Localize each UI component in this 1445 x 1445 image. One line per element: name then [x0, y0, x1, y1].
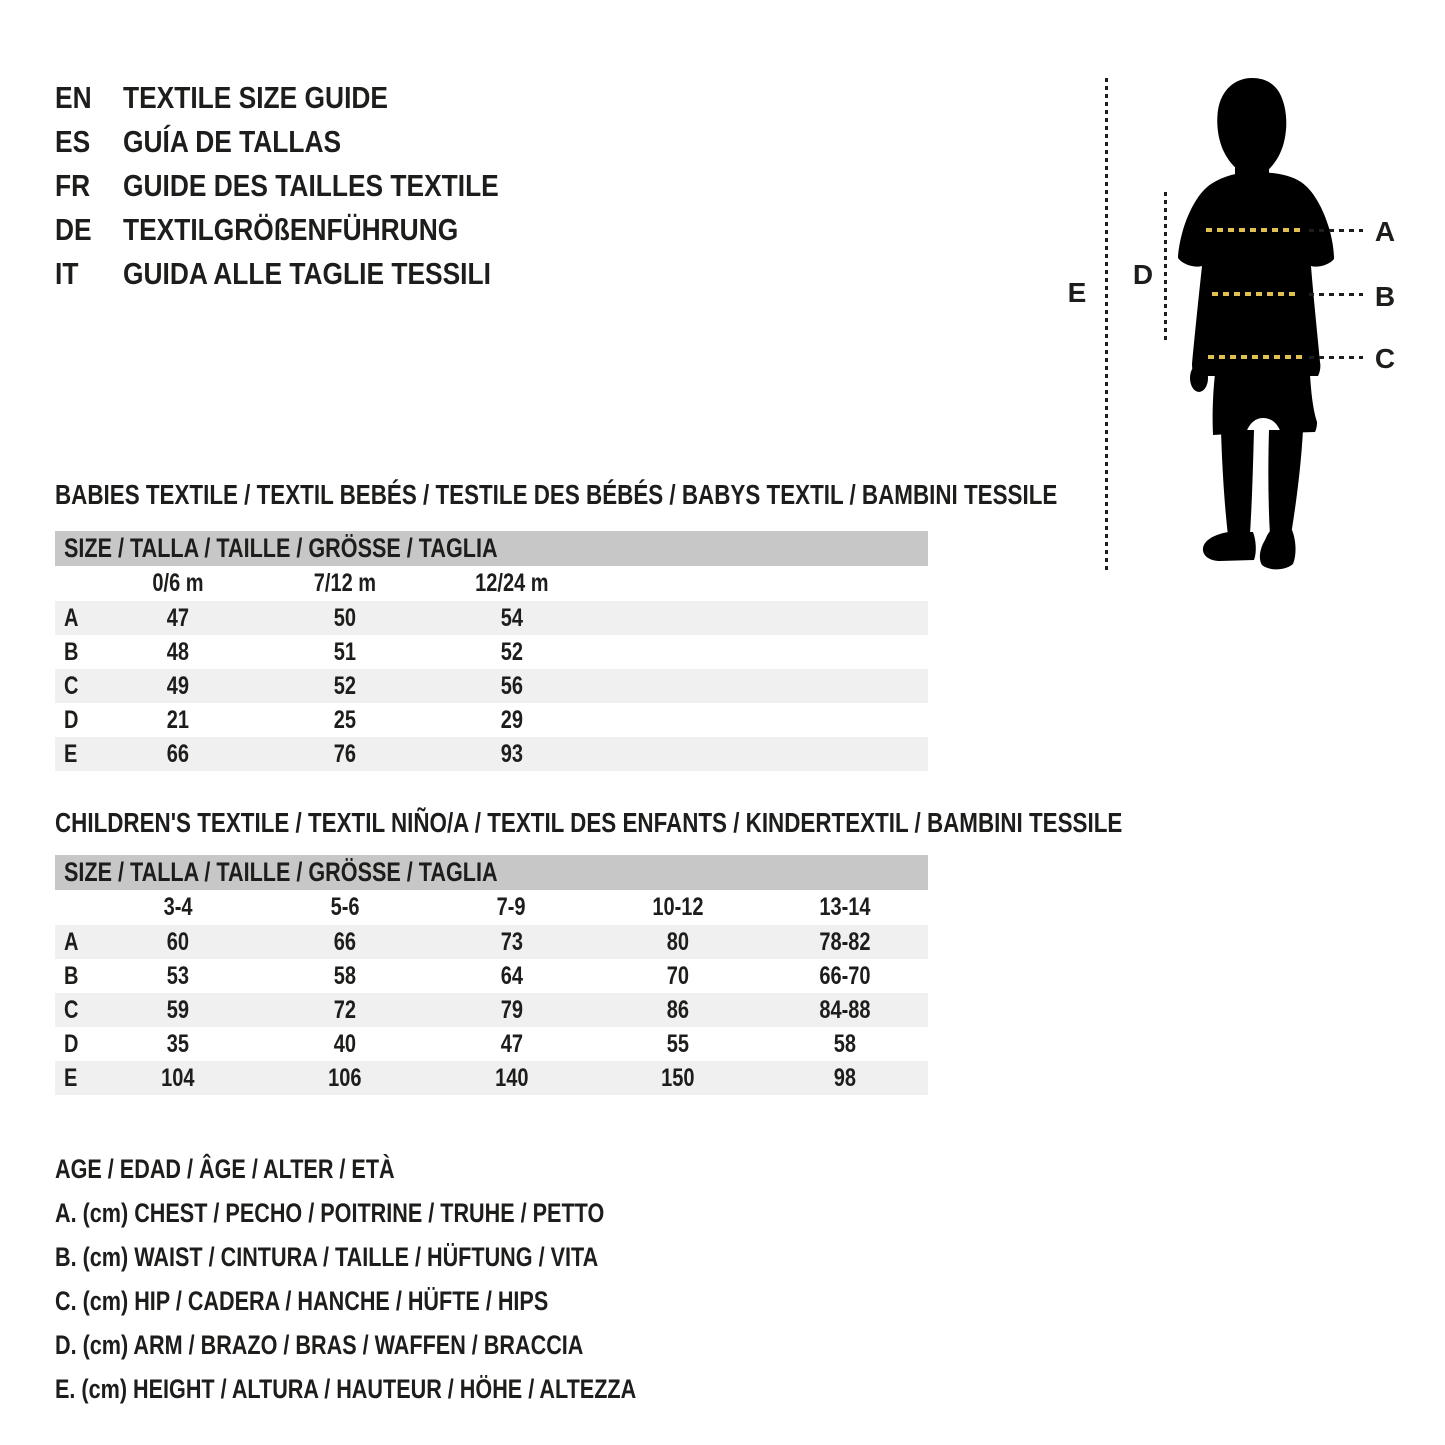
language-code: ES: [55, 124, 91, 159]
marker-label-c: C: [1374, 343, 1396, 374]
children-col-0: 3-4: [163, 893, 193, 921]
children-size-table: [55, 855, 928, 1095]
language-code: FR: [55, 168, 91, 203]
children-row-e: E 104 106 140 150 98: [55, 1061, 928, 1095]
children-section-title: CHILDREN'S TEXTILE / TEXTIL NIÑO/A / TEXTIL DES ENFANTS / KINDERTEXTIL / BAMBINI TESSILE: [55, 807, 1123, 838]
babies-row-e: E 66 76 93: [55, 737, 928, 771]
guide-title-fr: GUIDE DES TAILLES TEXTILE: [123, 168, 499, 203]
children-size-header-bar: SIZE / TALLA / TAILLE / GRÖSSE / TAGLIA: [55, 855, 928, 890]
children-row-d: D 35 40 47 55 58: [64, 1029, 856, 1058]
children-col-4: 13-14: [819, 893, 871, 921]
marker-label-e: E: [1067, 277, 1087, 308]
babies-row-c: C 49 52 56: [55, 669, 928, 703]
babies-col-2: 12/24 m: [474, 569, 549, 597]
language-row-it: [55, 252, 565, 296]
children-col-2: 7-9: [497, 893, 526, 921]
babies-column-header-row: [55, 566, 928, 601]
language-code: IT: [55, 256, 79, 291]
chest-measure-dashes-a: [1206, 228, 1305, 232]
language-code: EN: [55, 80, 92, 115]
language-row-es: [55, 120, 565, 164]
legend-age: AGE / EDAD / ÂGE / ALTER / ETÀ: [55, 1154, 395, 1184]
children-column-header-row: [55, 890, 928, 925]
babies-col-0: 0/6 m: [152, 569, 204, 597]
legend-waist: B. (cm) WAIST / CINTURA / TAILLE / HÜFTUNG / VITA: [55, 1242, 599, 1272]
babies-col-1: 7/12 m: [313, 569, 377, 597]
guide-title-es: GUÍA DE TALLAS: [123, 124, 342, 159]
language-code: DE: [55, 212, 92, 247]
legend-chest: A. (cm) CHEST / PECHO / POITRINE / TRUHE / PETTO: [55, 1198, 605, 1228]
marker-label-d: D: [1132, 259, 1154, 290]
children-row-c: C 59 72 79 86 84-88: [55, 993, 928, 1027]
language-row-fr: [55, 164, 565, 208]
babies-section-title: BABIES TEXTILE / TEXTIL BEBÉS / TESTILE DES BÉBÉS / BABYS TEXTIL / BAMBINI TESSILE: [55, 479, 1058, 510]
babies-size-table: [55, 531, 928, 771]
legend-hip: C. (cm) HIP / CADERA / HANCHE / HÜFTE / HIPS: [55, 1286, 549, 1316]
marker-label-a: A: [1374, 216, 1396, 247]
hip-leader-dots-c: [1309, 356, 1363, 359]
marker-label-b: B: [1374, 281, 1396, 312]
guide-title-de: TEXTILGRÖßENFÜHRUNG: [123, 212, 459, 247]
children-col-3: 10-12: [652, 893, 704, 921]
waist-leader-dots-b: [1309, 293, 1363, 296]
waist-measure-dashes-b: [1212, 292, 1300, 296]
measurement-legend: [55, 1147, 781, 1411]
babies-row-b: B 48 51 52: [64, 637, 523, 666]
legend-arm: D. (cm) ARM / BRAZO / BRAS / WAFFEN / BRACCIA: [55, 1330, 584, 1360]
language-row-en: [55, 76, 565, 120]
babies-row-a: A 47 50 54: [55, 601, 928, 635]
guide-title-it: GUIDA ALLE TAGLIE TESSILI: [123, 256, 491, 291]
hip-measure-dashes-c: [1208, 355, 1307, 359]
legend-height: E. (cm) HEIGHT / ALTURA / HAUTEUR / HÖHE / ALTEZZA: [55, 1374, 637, 1404]
babies-row-d: D 21 25 29: [64, 705, 523, 734]
children-col-1: 5-6: [330, 893, 360, 921]
language-title-list: [55, 76, 565, 296]
chest-leader-dots-a: [1309, 229, 1363, 232]
language-row-de: [55, 208, 565, 252]
babies-size-header-bar: SIZE / TALLA / TAILLE / GRÖSSE / TAGLIA: [55, 531, 928, 566]
children-row-a: A 60 66 73 80 78-82: [55, 925, 928, 959]
children-row-b: B 53 58 64 70 66-70: [64, 961, 871, 990]
guide-title-en: TEXTILE SIZE GUIDE: [123, 80, 389, 115]
